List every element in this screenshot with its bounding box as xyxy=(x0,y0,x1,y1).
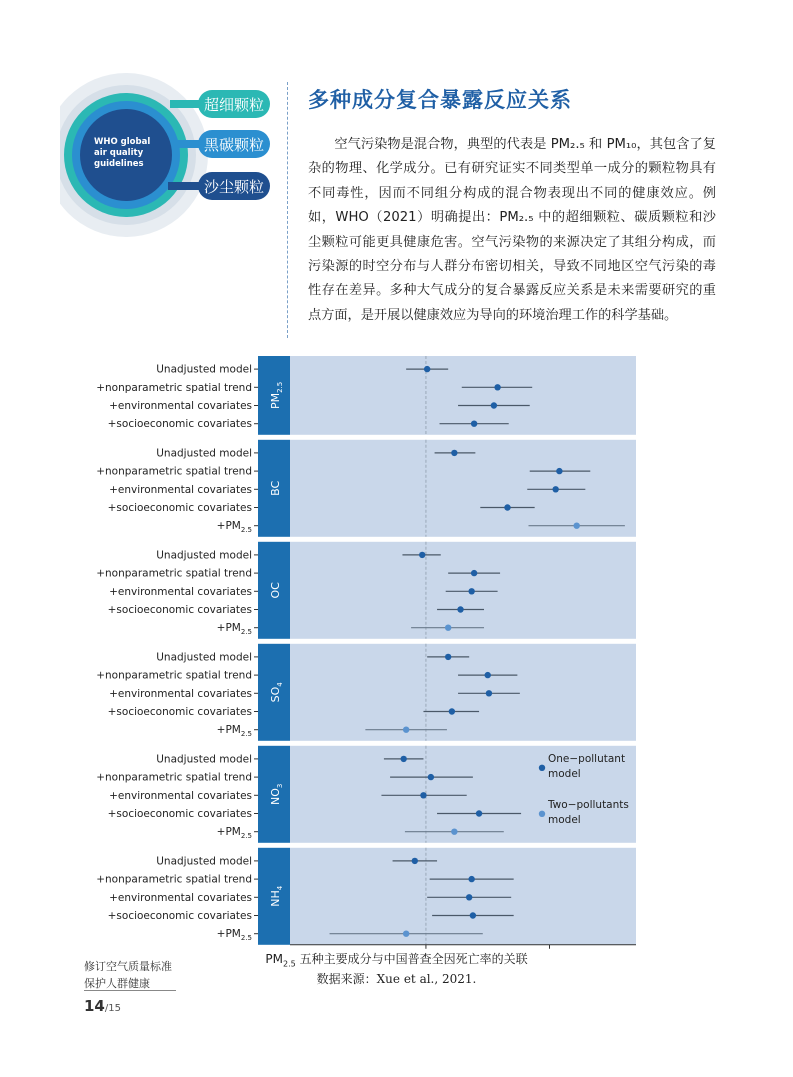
row-label-3-2: +environmental covariates xyxy=(109,687,252,700)
row-label-1-2: +environmental covariates xyxy=(109,483,252,496)
group-label-2: OC xyxy=(269,582,282,599)
point-3-0 xyxy=(445,654,451,660)
row-label-5-1: +nonparametric spatial trend xyxy=(96,873,252,886)
point-0-1 xyxy=(494,384,500,390)
circle-text-2: air quality xyxy=(94,148,144,158)
legend-label-line2-1: model xyxy=(548,813,581,826)
point-4-4 xyxy=(451,829,457,835)
row-label-3-4: $+PM_{2.5}$ xyxy=(216,724,252,739)
row-label-3-1: +nonparametric spatial trend xyxy=(96,669,252,682)
group-label-3: $SO_4$ xyxy=(269,682,284,703)
row-label-4-3: +socioeconomic covariates xyxy=(107,808,252,820)
point-3-3 xyxy=(449,708,455,714)
row-label-1-4: $+PM_{2.5}$ xyxy=(216,520,252,535)
page-number xyxy=(84,997,121,1015)
footer-line-1: 修订空气质量标准 xyxy=(84,960,172,973)
point-0-0 xyxy=(424,366,430,372)
point-1-3 xyxy=(504,504,510,510)
row-label-2-4: $+PM_{2.5}$ xyxy=(216,622,252,637)
section-divider xyxy=(287,82,288,338)
page-current: 14 xyxy=(84,997,105,1015)
point-2-1 xyxy=(471,570,477,576)
footer-line-2: 保护人群健康 xyxy=(84,977,150,990)
row-label-3-0: Unadjusted model xyxy=(156,651,252,664)
row-label-1-1: +nonparametric spatial trend xyxy=(96,465,252,478)
caption-pm: PM xyxy=(265,952,284,966)
point-0-3 xyxy=(471,421,477,427)
row-label-4-2: +environmental covariates xyxy=(109,789,252,802)
row-label-2-1: +nonparametric spatial trend xyxy=(96,567,252,580)
row-label-2-0: Unadjusted model xyxy=(156,549,252,562)
footer-rule xyxy=(84,990,176,991)
point-2-4 xyxy=(445,625,451,631)
point-1-2 xyxy=(552,486,558,492)
row-label-2-3: +socioeconomic covariates xyxy=(107,604,252,616)
row-label-2-2: +environmental covariates xyxy=(109,585,252,598)
footer-text xyxy=(84,958,172,992)
row-label-0-2: +environmental covariates xyxy=(109,400,252,412)
group-label-1: BC xyxy=(269,480,282,496)
forest-plot xyxy=(0,350,793,950)
point-3-2 xyxy=(486,690,492,696)
point-4-2 xyxy=(420,792,426,798)
point-4-0 xyxy=(400,756,406,762)
row-label-0-0: Unadjusted model xyxy=(156,363,252,376)
caption-pm-sub: 2.5 xyxy=(283,959,296,969)
pill-label-1: 超细颗粒 xyxy=(203,96,265,114)
point-1-1 xyxy=(556,468,562,474)
point-2-2 xyxy=(468,588,474,594)
body-text: 空气污染物是混合物，典型的代表是 PM₂.₅ 和 PM₁₀，其包含了复杂的物理、化学成分。已有研究证实不同类型单一成分的颗粒物具有不同毒性，因而不同组分构成的混合物表现出不同的健康效应。例如，WHO（2021）明确提出：PM₂.₅ 中的超细颗粒、碳质颗粒和沙尘颗粒可能更具健康危害。空气污染物的来源决定了其组分构成，而污染源的时空分布与人群分布密切相关，导致不同地区空气污染的毒性存在差异。多种大气成分的复合暴露反应关系是未来需要研究的重点方面，是开展以健康效应为导向的环境治理工作的科学基础。 xyxy=(308,137,716,323)
point-5-3 xyxy=(470,912,476,918)
group-label-4: $NO_3$ xyxy=(269,783,284,805)
row-label-5-4: $+PM_{2.5}$ xyxy=(216,928,252,943)
legend-marker-1 xyxy=(539,811,545,817)
circle-text-1: WHO global xyxy=(94,137,151,147)
pill-label-2: 黑碳颗粒 xyxy=(203,136,265,154)
panel-bg-2 xyxy=(290,542,636,639)
point-4-1 xyxy=(428,774,434,780)
legend-marker-0 xyxy=(539,765,545,771)
point-0-2 xyxy=(491,402,497,408)
panel-bg-5 xyxy=(290,848,636,945)
point-5-2 xyxy=(466,894,472,900)
row-label-5-3: +socioeconomic covariates xyxy=(107,910,252,922)
row-label-1-3: +socioeconomic covariates xyxy=(107,502,252,514)
panel-bg-1 xyxy=(290,440,636,537)
page-title: 多种成分复合暴露反应关系 xyxy=(308,88,572,112)
page-total: /15 xyxy=(104,1003,121,1014)
panel-bg-0 xyxy=(290,356,636,435)
point-3-1 xyxy=(485,672,491,678)
row-label-0-1: +nonparametric spatial trend xyxy=(96,381,252,394)
point-1-0 xyxy=(451,450,457,456)
point-5-0 xyxy=(412,858,418,864)
row-label-1-0: Unadjusted model xyxy=(156,447,252,460)
row-label-5-0: Unadjusted model xyxy=(156,855,252,868)
body-paragraph xyxy=(308,133,716,328)
legend-label-0: One−pollutant xyxy=(548,752,626,765)
point-5-4 xyxy=(403,931,409,937)
legend-label-line2-0: model xyxy=(548,767,581,780)
header-graphic xyxy=(60,60,300,240)
row-label-4-0: Unadjusted model xyxy=(156,753,252,766)
row-label-5-2: +environmental covariates xyxy=(109,891,252,904)
pill-label-3: 沙尘颗粒 xyxy=(203,178,265,196)
point-2-3 xyxy=(457,606,463,612)
circle-text-3: guidelines xyxy=(94,159,144,169)
group-label-5: $NH_4$ xyxy=(269,885,284,907)
row-label-4-4: $+PM_{2.5}$ xyxy=(216,826,252,841)
point-2-0 xyxy=(419,552,425,558)
caption-text: 五种主要成分与中国普查全因死亡率的关联 xyxy=(295,952,528,966)
row-label-0-3: +socioeconomic covariates xyxy=(107,418,252,431)
point-3-4 xyxy=(403,727,409,733)
row-label-3-3: +socioeconomic covariates xyxy=(107,706,252,718)
figure-source: 数据来源：Xue et al., 2021. xyxy=(316,972,477,986)
group-label-0: $PM_{2.5}$ xyxy=(269,381,284,410)
point-1-4 xyxy=(573,523,579,529)
row-label-4-1: +nonparametric spatial trend xyxy=(96,771,252,784)
legend-label-1: Two−pollutants xyxy=(548,798,629,811)
panel-bg-3 xyxy=(290,644,636,741)
point-5-1 xyxy=(468,876,474,882)
point-4-3 xyxy=(476,810,482,816)
